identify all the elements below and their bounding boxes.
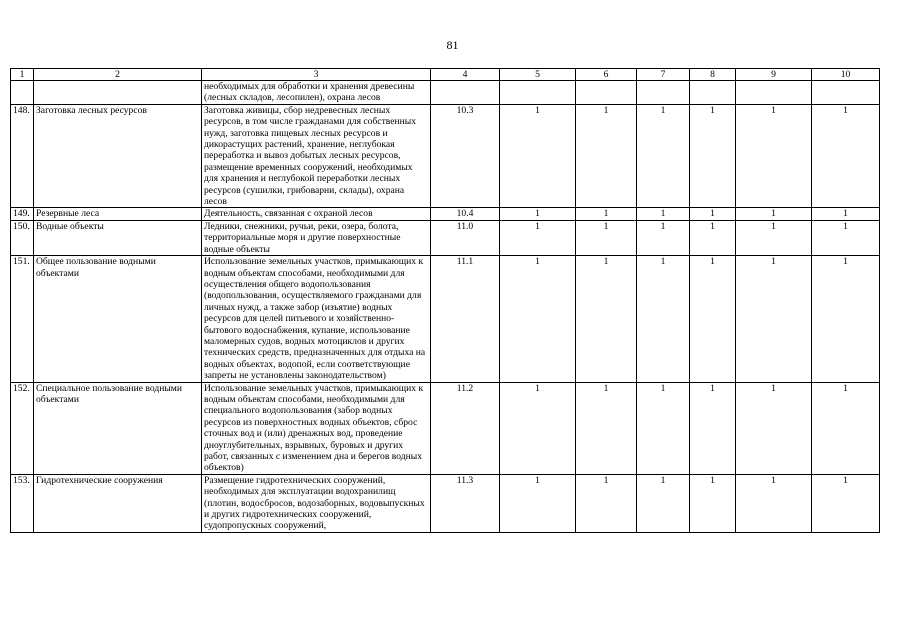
zone-value: 1 [500, 208, 576, 220]
land-use-code [431, 81, 500, 105]
row-number [11, 81, 34, 105]
zone-value: 1 [637, 208, 690, 220]
table-row [11, 474, 880, 532]
column-header: 4 [431, 69, 500, 81]
zone-value: 1 [500, 104, 576, 208]
column-header: 2 [34, 69, 202, 81]
column-header: 1 [11, 69, 34, 81]
table-header-row [11, 69, 880, 81]
zone-value: 1 [812, 208, 880, 220]
zone-value: 1 [637, 474, 690, 532]
zone-value [812, 81, 880, 105]
land-use-name: Резервные леса [34, 208, 202, 220]
land-use-description: Заготовка живицы, сбор недревесных лесных ресурсов, в том числе гражданами для собственных нужд, заготовка пищевых лесных ресурсов и дикорастущих растений, хранение, неглубокая переработка и вывоз добытых лесных ресурсов, размещение временных сооружений, необходимых для хранения и неглубокой переработки лесных ресурсов (сушилки, грибоварни, склады), охрана лесов [202, 104, 431, 208]
zone-value: 1 [690, 208, 736, 220]
land-use-description: необходимых для обработки и хранения древесины (лесных складов, лесопилен), охрана лесов [202, 81, 431, 105]
row-number: 149. [11, 208, 34, 220]
land-use-code: 11.3 [431, 474, 500, 532]
zone-value: 1 [576, 220, 637, 255]
zone-value: 1 [736, 104, 812, 208]
page-number: 81 [446, 38, 459, 52]
zone-value [576, 81, 637, 105]
table-row [11, 104, 880, 208]
land-use-description: Ледники, снежники, ручьи, реки, озера, болота, территориальные моря и другие поверхностные водные объекты [202, 220, 431, 255]
land-use-name: Водные объекты [34, 220, 202, 255]
zone-value: 1 [736, 220, 812, 255]
table-row [11, 256, 880, 382]
table-row [11, 220, 880, 255]
zone-value: 1 [637, 220, 690, 255]
zone-value: 1 [500, 474, 576, 532]
zone-value: 1 [736, 256, 812, 382]
land-use-code: 10.3 [431, 104, 500, 208]
row-number: 148. [11, 104, 34, 208]
zone-value: 1 [690, 104, 736, 208]
land-use-code: 11.1 [431, 256, 500, 382]
zone-value: 1 [637, 256, 690, 382]
column-header: 8 [690, 69, 736, 81]
zone-value: 1 [500, 256, 576, 382]
land-use-description: Использование земельных участков, примыкающих к водным объектам способами, необходимыми для осуществления общего водопользования (водопользования, осуществляемого гражданами для личных нужд, а также забор (изъятие) водных ресурсов для целей питьевого и хозяйственно-бытового водоснабжения, купание, использование маломерных судов, водных мотоциклов и других технических средств, предназначенных для отдыха на водных объектах, водопой, если соответствующие запреты не установлены законодательством) [202, 256, 431, 382]
zone-value: 1 [812, 104, 880, 208]
zone-value: 1 [736, 474, 812, 532]
zone-value [736, 81, 812, 105]
row-number: 150. [11, 220, 34, 255]
land-use-name: Заготовка лесных ресурсов [34, 104, 202, 208]
zone-value: 1 [576, 382, 637, 474]
column-header: 6 [576, 69, 637, 81]
zone-value: 1 [812, 220, 880, 255]
zone-value [637, 81, 690, 105]
land-use-description: Использование земельных участков, примыкающих к водным объектам способами, необходимыми для специального водопользования (забор водных ресурсов из поверхностных водных объектов, сброс сточных вод и (или) дренажных вод, проведение дноуглубительных, взрывных, буровых и других работ, связанных с изменением дна и берегов водных объектов) [202, 382, 431, 474]
column-header: 7 [637, 69, 690, 81]
zone-value: 1 [637, 104, 690, 208]
zone-value: 1 [690, 382, 736, 474]
land-use-name: Специальное пользование водными объектами [34, 382, 202, 474]
zone-value: 1 [812, 474, 880, 532]
zone-value: 1 [690, 474, 736, 532]
land-use-code: 11.0 [431, 220, 500, 255]
land-use-table [10, 68, 880, 533]
row-number: 151. [11, 256, 34, 382]
column-header: 9 [736, 69, 812, 81]
zone-value: 1 [736, 208, 812, 220]
row-number: 153. [11, 474, 34, 532]
zone-value: 1 [576, 474, 637, 532]
land-use-description: Деятельность, связанная с охраной лесов [202, 208, 431, 220]
table-row [11, 382, 880, 474]
land-use-name: Гидротехнические сооружения [34, 474, 202, 532]
table-row [11, 208, 880, 220]
land-use-name: Общее пользование водными объектами [34, 256, 202, 382]
land-use-code: 11.2 [431, 382, 500, 474]
zone-value: 1 [812, 382, 880, 474]
column-header: 5 [500, 69, 576, 81]
zone-value: 1 [690, 256, 736, 382]
zone-value: 1 [637, 382, 690, 474]
table-row [11, 81, 880, 105]
zone-value: 1 [500, 382, 576, 474]
land-use-code: 10.4 [431, 208, 500, 220]
zone-value: 1 [500, 220, 576, 255]
zone-value: 1 [576, 208, 637, 220]
row-number: 152. [11, 382, 34, 474]
zone-value: 1 [576, 104, 637, 208]
zone-value: 1 [736, 382, 812, 474]
zone-value: 1 [690, 220, 736, 255]
zone-value: 1 [576, 256, 637, 382]
zone-value [690, 81, 736, 105]
zone-value [500, 81, 576, 105]
column-header: 10 [812, 69, 880, 81]
land-use-description: Размещение гидротехнических сооружений, необходимых для эксплуатации водохранилищ (плотин, водосбросов, водозаборных, водовыпускных и других гидротехнических сооружений, судопропускных сооружений, [202, 474, 431, 532]
column-header: 3 [202, 69, 431, 81]
land-use-name [34, 81, 202, 105]
zone-value: 1 [812, 256, 880, 382]
